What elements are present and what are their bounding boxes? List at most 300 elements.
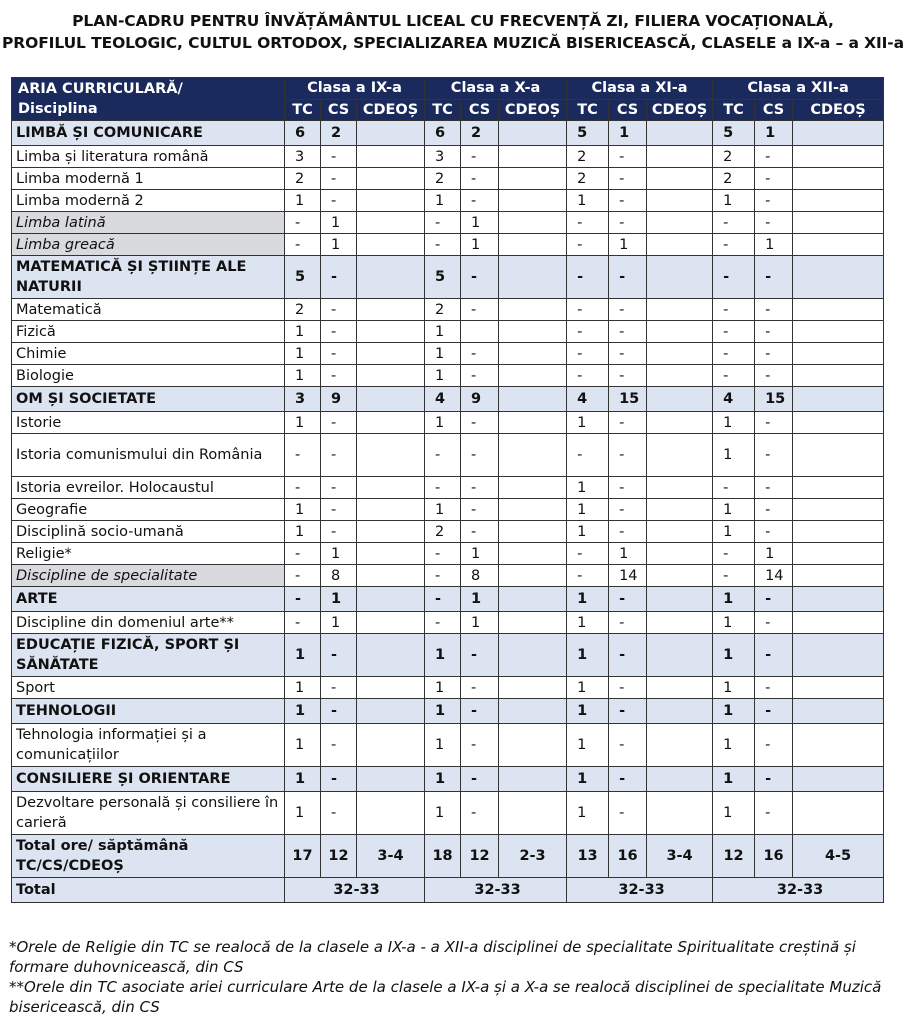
hours-cell — [357, 612, 425, 634]
hours-cell: 4 — [713, 387, 755, 412]
hours-cell: 2 — [425, 168, 461, 190]
hours-cell: - — [425, 587, 461, 612]
hours-cell: - — [285, 543, 321, 565]
hours-cell: - — [461, 299, 499, 321]
hours-cell — [647, 792, 713, 835]
table-row — [12, 612, 884, 634]
hours-cell: - — [567, 299, 609, 321]
table-row — [12, 677, 884, 699]
hours-cell: 1 — [609, 234, 647, 256]
hours-cell: 1 — [713, 412, 755, 434]
hours-cell: 1 — [567, 477, 609, 499]
hours-cell: 16 — [609, 835, 647, 878]
hours-cell: - — [609, 724, 647, 767]
hours-cell: - — [321, 677, 357, 699]
hours-cell: 5 — [285, 256, 321, 299]
hours-cell — [499, 234, 567, 256]
hours-cell: - — [713, 543, 755, 565]
hours-cell: 15 — [755, 387, 793, 412]
hours-cell — [793, 168, 884, 190]
hours-cell: 14 — [609, 565, 647, 587]
hours-cell: - — [567, 256, 609, 299]
hours-cell — [499, 387, 567, 412]
hours-cell: - — [425, 477, 461, 499]
hours-cell — [793, 587, 884, 612]
hours-cell: - — [321, 190, 357, 212]
hours-cell: 1 — [567, 634, 609, 677]
hours-cell — [647, 190, 713, 212]
discipline-name: Dezvoltare personală și consiliere în carieră — [12, 792, 285, 835]
hours-cell: - — [609, 792, 647, 835]
hours-cell: - — [755, 365, 793, 387]
hours-cell: - — [609, 412, 647, 434]
hours-cell — [499, 212, 567, 234]
hours-cell: - — [461, 477, 499, 499]
hours-cell — [461, 321, 499, 343]
hours-cell — [793, 543, 884, 565]
hours-cell — [499, 612, 567, 634]
hours-cell: - — [755, 587, 793, 612]
hours-cell: 13 — [567, 835, 609, 878]
hours-cell — [647, 724, 713, 767]
discipline-name: TEHNOLOGII — [12, 699, 285, 724]
hours-cell: 1 — [425, 634, 461, 677]
hours-cell: - — [425, 234, 461, 256]
hours-cell: - — [567, 565, 609, 587]
hours-cell: - — [755, 724, 793, 767]
hours-cell: - — [755, 412, 793, 434]
hours-cell — [357, 121, 425, 146]
header-cdeos: CDEOȘ — [357, 99, 425, 121]
hours-cell: 1 — [285, 499, 321, 521]
hours-cell: - — [755, 190, 793, 212]
hours-cell: - — [713, 365, 755, 387]
hours-cell — [793, 612, 884, 634]
hours-cell — [647, 365, 713, 387]
hours-cell: 1 — [425, 699, 461, 724]
hours-cell — [647, 234, 713, 256]
hours-cell: - — [755, 499, 793, 521]
hours-cell — [499, 365, 567, 387]
discipline-name: Sport — [12, 677, 285, 699]
hours-cell: 2 — [425, 521, 461, 543]
hours-cell: - — [567, 434, 609, 477]
curriculum-table — [11, 77, 884, 903]
hours-cell — [647, 212, 713, 234]
total-hours-row — [12, 835, 884, 878]
hours-cell: 1 — [567, 190, 609, 212]
hours-cell: - — [321, 792, 357, 835]
hours-cell: - — [713, 299, 755, 321]
section-row — [12, 387, 884, 412]
hours-cell — [357, 677, 425, 699]
hours-cell: - — [713, 477, 755, 499]
header-class-10: Clasa a X-a — [425, 78, 567, 100]
hours-cell: - — [609, 190, 647, 212]
table-row — [12, 365, 884, 387]
hours-cell: - — [461, 434, 499, 477]
footnotes — [9, 937, 899, 1017]
discipline-name: Limba modernă 1 — [12, 168, 285, 190]
hours-cell: 1 — [713, 612, 755, 634]
table-row — [12, 299, 884, 321]
hours-cell: - — [755, 634, 793, 677]
table-row — [12, 565, 884, 587]
hours-cell: 1 — [755, 234, 793, 256]
hours-cell: 1 — [285, 699, 321, 724]
hours-cell: 2 — [567, 168, 609, 190]
hours-cell — [793, 146, 884, 168]
hours-cell — [793, 121, 884, 146]
hours-cell — [357, 299, 425, 321]
hours-cell — [499, 521, 567, 543]
hours-cell: - — [285, 434, 321, 477]
hours-cell: - — [713, 565, 755, 587]
hours-cell: - — [567, 212, 609, 234]
discipline-name: Limba greacă — [12, 234, 285, 256]
hours-cell: - — [755, 256, 793, 299]
hours-cell — [647, 677, 713, 699]
hours-cell — [647, 521, 713, 543]
hours-cell — [647, 168, 713, 190]
hours-cell: - — [609, 321, 647, 343]
hours-cell: - — [609, 587, 647, 612]
hours-cell: - — [755, 434, 793, 477]
hours-cell: - — [461, 677, 499, 699]
hours-cell: 1 — [713, 724, 755, 767]
hours-cell — [647, 387, 713, 412]
title-line-1: PLAN-CADRU PENTRU ÎNVĂȚĂMÂNTUL LICEAL CU FRECVENȚĂ ZI, FILIERA VOCAȚIONALĂ, — [72, 12, 834, 30]
hours-cell: 1 — [609, 543, 647, 565]
hours-cell: 2 — [285, 168, 321, 190]
discipline-name: Biologie — [12, 365, 285, 387]
hours-cell: 3 — [285, 387, 321, 412]
hours-cell: 1 — [713, 521, 755, 543]
hours-cell: - — [461, 146, 499, 168]
discipline-name: CONSILIERE ȘI ORIENTARE — [12, 767, 285, 792]
hours-cell: - — [461, 168, 499, 190]
hours-cell — [647, 434, 713, 477]
table-row — [12, 212, 884, 234]
hours-cell — [357, 434, 425, 477]
hours-cell — [793, 190, 884, 212]
hours-cell: - — [755, 699, 793, 724]
hours-cell: 1 — [425, 767, 461, 792]
title-line-2: PROFILUL TEOLOGIC, CULTUL ORTODOX, SPECIALIZAREA MUZICĂ BISERICEASCĂ, CLASELE a IX-a – a XII-a — [2, 34, 904, 52]
table-row — [12, 412, 884, 434]
hours-cell: - — [609, 612, 647, 634]
hours-cell: - — [713, 321, 755, 343]
hours-cell — [647, 146, 713, 168]
hours-cell: - — [461, 767, 499, 792]
hours-cell: 1 — [567, 699, 609, 724]
hours-cell: 6 — [425, 121, 461, 146]
hours-cell: - — [321, 724, 357, 767]
hours-cell: 1 — [567, 767, 609, 792]
hours-cell — [499, 434, 567, 477]
hours-cell: - — [609, 299, 647, 321]
header-class-12: Clasa a XII-a — [713, 78, 884, 100]
hours-cell — [793, 256, 884, 299]
hours-cell: 1 — [713, 699, 755, 724]
hours-cell: - — [755, 212, 793, 234]
hours-cell — [793, 499, 884, 521]
hours-cell: - — [321, 521, 357, 543]
discipline-name: ARTE — [12, 587, 285, 612]
hours-cell: 1 — [713, 587, 755, 612]
header-cdeos: CDEOȘ — [647, 99, 713, 121]
hours-cell — [357, 343, 425, 365]
hours-cell: 1 — [285, 634, 321, 677]
hours-cell: 8 — [321, 565, 357, 587]
hours-cell — [793, 387, 884, 412]
hours-cell — [499, 499, 567, 521]
hours-cell: - — [755, 792, 793, 835]
hours-cell: 1 — [713, 792, 755, 835]
table-row — [12, 499, 884, 521]
hours-cell: - — [755, 612, 793, 634]
hours-cell — [357, 212, 425, 234]
hours-cell: 8 — [461, 565, 499, 587]
discipline-name: EDUCAȚIE FIZICĂ, SPORT ȘI SĂNĂTATE — [12, 634, 285, 677]
hours-cell — [647, 543, 713, 565]
hours-cell — [499, 412, 567, 434]
hours-cell: - — [321, 499, 357, 521]
hours-cell: 12 — [461, 835, 499, 878]
hours-cell: - — [285, 234, 321, 256]
hours-cell: - — [609, 521, 647, 543]
hours-cell: - — [755, 767, 793, 792]
hours-cell: - — [755, 321, 793, 343]
hours-cell — [357, 792, 425, 835]
hours-cell: 4-5 — [793, 835, 884, 878]
hours-cell: - — [609, 499, 647, 521]
hours-cell: 1 — [285, 677, 321, 699]
hours-cell: - — [321, 168, 357, 190]
hours-cell — [499, 343, 567, 365]
hours-cell: 1 — [425, 792, 461, 835]
hours-cell: 2 — [321, 121, 357, 146]
discipline-name: Discipline din domeniul arte** — [12, 612, 285, 634]
hours-cell: 6 — [285, 121, 321, 146]
hours-cell — [647, 343, 713, 365]
discipline-name: Istorie — [12, 412, 285, 434]
table-row — [12, 434, 884, 477]
hours-cell: 1 — [285, 365, 321, 387]
hours-cell: - — [321, 146, 357, 168]
discipline-name: Istoria evreilor. Holocaustul — [12, 477, 285, 499]
table-body — [12, 121, 884, 903]
discipline-name: Matematică — [12, 299, 285, 321]
hours-cell: 3 — [285, 146, 321, 168]
header-class-11: Clasa a XI-a — [567, 78, 713, 100]
hours-cell: - — [713, 343, 755, 365]
hours-cell — [357, 146, 425, 168]
hours-cell: - — [425, 212, 461, 234]
hours-cell: - — [461, 256, 499, 299]
hours-cell — [499, 792, 567, 835]
hours-cell: - — [285, 212, 321, 234]
hours-cell: - — [321, 434, 357, 477]
header-tc: TC — [713, 99, 755, 121]
hours-cell: - — [609, 699, 647, 724]
hours-cell: 14 — [755, 565, 793, 587]
discipline-name: Religie* — [12, 543, 285, 565]
hours-cell — [793, 477, 884, 499]
hours-cell — [499, 299, 567, 321]
hours-cell — [499, 565, 567, 587]
hours-cell: 1 — [285, 724, 321, 767]
hours-cell — [793, 434, 884, 477]
hours-cell: - — [321, 767, 357, 792]
hours-cell: - — [321, 321, 357, 343]
table-row — [12, 168, 884, 190]
discipline-name: LIMBĂ ȘI COMUNICARE — [12, 121, 285, 146]
footnote-religie: *Orele de Religie din TC se realocă de la clasele a IX-a - a XII-a disciplinei de specialitate Spiritualitate creștină și formare duhovnicească, din CS — [9, 938, 856, 976]
header-aria-line-2: Disciplina — [18, 101, 98, 117]
hours-cell: 1 — [321, 234, 357, 256]
hours-cell: - — [285, 612, 321, 634]
header-cs: CS — [755, 99, 793, 121]
grand-total-label: Total — [12, 878, 285, 903]
header-aria — [12, 78, 285, 121]
hours-cell: - — [285, 565, 321, 587]
hours-cell — [357, 724, 425, 767]
hours-cell: - — [425, 612, 461, 634]
hours-cell: 1 — [713, 434, 755, 477]
table-row — [12, 343, 884, 365]
discipline-name: Limba latină — [12, 212, 285, 234]
hours-cell — [357, 521, 425, 543]
hours-cell — [793, 412, 884, 434]
hours-cell: - — [609, 677, 647, 699]
hours-cell: 1 — [425, 190, 461, 212]
section-row — [12, 121, 884, 146]
hours-cell: 12 — [713, 835, 755, 878]
document-title — [0, 10, 906, 54]
hours-cell: - — [285, 477, 321, 499]
hours-cell: 1 — [567, 521, 609, 543]
hours-cell: - — [713, 212, 755, 234]
hours-cell — [793, 699, 884, 724]
hours-cell — [499, 256, 567, 299]
discipline-name: Geografie — [12, 499, 285, 521]
hours-cell: - — [461, 699, 499, 724]
hours-cell — [499, 190, 567, 212]
hours-cell: - — [755, 477, 793, 499]
hours-cell: 1 — [461, 212, 499, 234]
hours-cell: - — [461, 190, 499, 212]
hours-cell: - — [609, 634, 647, 677]
hours-cell — [647, 612, 713, 634]
hours-cell: 1 — [425, 321, 461, 343]
hours-cell: - — [461, 412, 499, 434]
hours-cell: - — [609, 477, 647, 499]
hours-cell: 3-4 — [357, 835, 425, 878]
hours-cell: - — [321, 343, 357, 365]
hours-cell — [357, 365, 425, 387]
header-tc: TC — [425, 99, 461, 121]
grand-total-value: 32-33 — [713, 878, 884, 903]
hours-cell: 1 — [425, 343, 461, 365]
hours-cell: - — [755, 521, 793, 543]
hours-cell — [793, 299, 884, 321]
hours-cell: 9 — [461, 387, 499, 412]
hours-cell: - — [285, 587, 321, 612]
hours-cell: - — [461, 724, 499, 767]
hours-cell: 1 — [425, 677, 461, 699]
header-row-classes — [12, 78, 884, 100]
hours-cell — [647, 767, 713, 792]
hours-cell — [793, 565, 884, 587]
grand-total-value: 32-33 — [567, 878, 713, 903]
hours-cell — [499, 543, 567, 565]
hours-cell — [647, 699, 713, 724]
hours-cell: 18 — [425, 835, 461, 878]
hours-cell — [793, 212, 884, 234]
table-row — [12, 321, 884, 343]
header-cs: CS — [609, 99, 647, 121]
hours-cell: - — [609, 434, 647, 477]
header-tc: TC — [567, 99, 609, 121]
hours-cell: 2 — [713, 168, 755, 190]
header-cdeos: CDEOȘ — [793, 99, 884, 121]
hours-cell — [793, 365, 884, 387]
hours-cell: - — [567, 543, 609, 565]
hours-cell — [647, 321, 713, 343]
grand-total-value: 32-33 — [425, 878, 567, 903]
hours-cell: 5 — [713, 121, 755, 146]
hours-cell — [793, 767, 884, 792]
hours-cell — [357, 499, 425, 521]
hours-cell — [357, 767, 425, 792]
hours-cell: - — [609, 343, 647, 365]
hours-cell — [647, 256, 713, 299]
hours-cell: 1 — [425, 412, 461, 434]
hours-cell: 1 — [713, 634, 755, 677]
hours-cell — [793, 321, 884, 343]
hours-cell — [647, 499, 713, 521]
hours-cell — [793, 521, 884, 543]
hours-cell: 16 — [755, 835, 793, 878]
hours-cell: 1 — [425, 365, 461, 387]
hours-cell — [499, 146, 567, 168]
hours-cell: 1 — [567, 724, 609, 767]
hours-cell — [793, 677, 884, 699]
table-row — [12, 792, 884, 835]
hours-cell: - — [321, 299, 357, 321]
hours-cell: 1 — [713, 677, 755, 699]
hours-cell — [793, 234, 884, 256]
hours-cell: 1 — [285, 343, 321, 365]
hours-cell: 15 — [609, 387, 647, 412]
hours-cell — [357, 234, 425, 256]
hours-cell: 1 — [713, 767, 755, 792]
hours-cell — [499, 121, 567, 146]
hours-cell — [499, 587, 567, 612]
table-row — [12, 521, 884, 543]
hours-cell — [793, 792, 884, 835]
hours-cell — [357, 190, 425, 212]
table-row — [12, 146, 884, 168]
hours-cell: - — [609, 256, 647, 299]
hours-cell: 1 — [755, 121, 793, 146]
hours-cell: 1 — [321, 587, 357, 612]
hours-cell: 1 — [285, 792, 321, 835]
hours-cell: 1 — [461, 612, 499, 634]
hours-cell — [499, 767, 567, 792]
hours-cell: - — [755, 343, 793, 365]
